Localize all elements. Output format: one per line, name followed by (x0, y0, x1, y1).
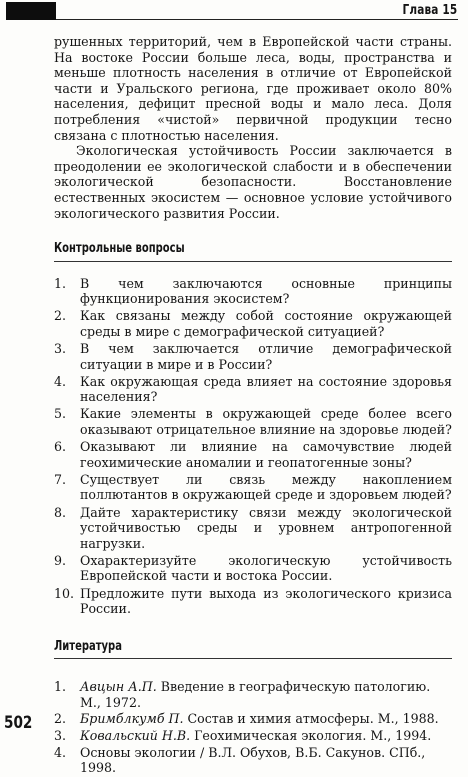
question-text: Как связаны между собой состояние окружающей среды в мире с демографической ситуацией? (80, 308, 452, 339)
literature-item (54, 728, 452, 744)
question-item (54, 374, 452, 405)
question-number: 9. (54, 552, 67, 568)
literature-rule (54, 658, 452, 659)
intro-paragraph-1: рушенных территорий, чем в Европейской части страны. На востоке России больше леса, воды, пространства и меньше плотность населения в отличие от Европейской части и Уральского региона, где проживает около 80% населения, дефицит пресной воды и мало леса. Доля потребления «чистой» первичной продукции тесно связана с плотностью населения. (54, 34, 452, 143)
question-item (54, 308, 452, 339)
question-number: 5. (54, 406, 67, 422)
literature-title: Введение в географическую патологию. М., 1972. (80, 679, 431, 710)
question-text: Охарактеризуйте экологическую устойчивость Европейской части и востока России. (80, 552, 452, 584)
question-text: Существует ли связь между накоплением поллютантов в окружающей среде и здоровьем людей? (80, 471, 452, 503)
question-item (54, 505, 452, 552)
questions-rule (54, 261, 452, 262)
question-item (54, 439, 452, 470)
question-number: 4. (54, 373, 67, 389)
literature-entry (80, 711, 452, 727)
literature-item (54, 745, 452, 776)
literature-title: Основы экологии / В.Л. Обухов, В.Б. Сакунов. СПб., 1998. (80, 744, 426, 776)
chapter-title: Глава 15 (402, 2, 457, 18)
intro-paragraph-2: Экологическая устойчивость России заключается в преодолении ее экологической слабости и в обеспечении экологической безопасности. Восстановление естественных экосистем — основное условие устойчивого экологического развития России. (54, 143, 452, 221)
literature-author: Бримблкумб П. (80, 711, 184, 727)
literature-section (54, 639, 452, 776)
literature-entry (80, 679, 452, 710)
literature-number: 1. (54, 679, 67, 695)
running-header (0, 0, 468, 28)
literature-title: Геохимическая экология. М., 1994. (190, 728, 432, 744)
literature-item (54, 711, 452, 727)
literature-title: Состав и химия атмосферы. М., 1988. (183, 711, 439, 727)
question-item (54, 553, 452, 584)
question-text: Как окружающая среда влияет на состояние здоровья населения? (80, 373, 452, 405)
literature-heading: Литература (54, 637, 122, 654)
question-number: 1. (54, 275, 67, 291)
questions-heading: Контрольные вопросы (54, 240, 185, 257)
literature-entry (80, 728, 452, 744)
question-number: 8. (54, 504, 67, 520)
question-text: В чем заключаются основные принципы функционирования экосистем? (80, 275, 452, 307)
question-number: 6. (54, 439, 67, 455)
literature-number: 4. (54, 744, 67, 760)
question-number: 3. (54, 341, 67, 357)
literature-entry (80, 745, 452, 776)
questions-section (54, 241, 452, 617)
question-number: 10. (54, 585, 75, 601)
literature-number: 3. (54, 728, 67, 744)
literature-list (54, 679, 452, 776)
question-text: Предложите пути выхода из экологического кризиса России. (80, 585, 452, 617)
question-text: В чем заключается отличие демографической ситуации в мире и в России? (80, 341, 452, 372)
literature-number: 2. (54, 711, 67, 727)
question-text: Оказывают ли влияние на самочувствие людей геохимические аномалии и геопатогенные зоны? (80, 439, 452, 470)
question-item (54, 472, 452, 503)
literature-item (54, 679, 452, 710)
question-text: Какие элементы в окружающей среде более всего оказывают отрицательное влияние на здоровье людей? (80, 406, 452, 438)
question-item (54, 406, 452, 437)
page-number: 502 (4, 713, 33, 733)
question-item (54, 276, 452, 307)
question-number: 7. (54, 471, 67, 487)
literature-author: Авцын А.П. (80, 679, 157, 695)
question-number: 2. (54, 308, 67, 324)
question-text: Дайте характеристику связи между экологической устойчивостью среды и уровнем антропогенной нагрузки. (80, 504, 452, 551)
questions-list (54, 276, 452, 617)
header-black-block (6, 2, 56, 20)
question-item (54, 341, 452, 372)
header-rule (56, 19, 458, 20)
question-item (54, 586, 452, 617)
page-content (54, 34, 452, 777)
literature-author: Ковальский Н.В. (80, 728, 191, 744)
